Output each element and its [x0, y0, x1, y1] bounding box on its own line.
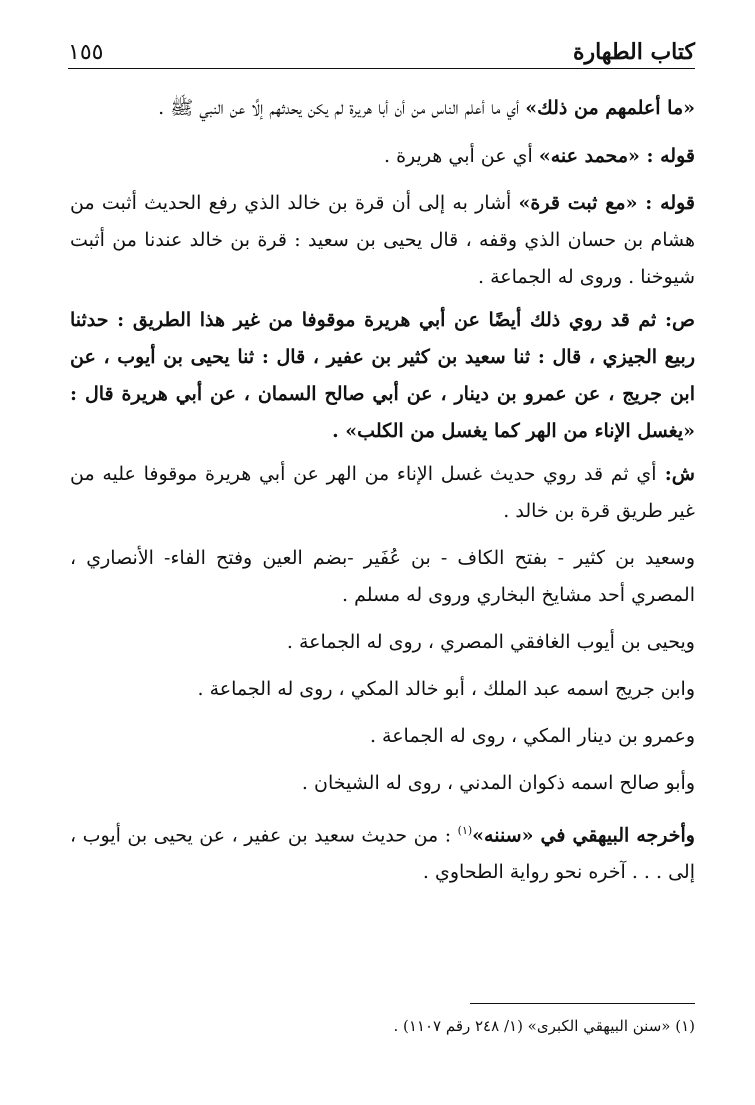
paragraph-ibn-jurayj: وابن جريج اسمه عبد الملك ، أبو خالد المكي ، روى له الجماعة . [197, 678, 695, 700]
paragraph-text: أي ما أعلم الناس من أن أبا هريرة لم يكن يحدثهم إلَّا عن النبي ﷺ . [158, 97, 526, 119]
label: وأخرجه البيهقي في «سننه» [472, 824, 695, 847]
page-header [68, 34, 695, 69]
paragraph-text: : من حديث سعيد بن عفير ، عن يحيى بن أيوب ، إلى . . . آخره نحو رواية الطحاوي . [70, 824, 695, 884]
paragraph-abu-salih: وأبو صالح اسمه ذكوان المدني ، روى له الشيخان . [301, 772, 695, 794]
label: ص: [656, 309, 695, 331]
label: قوله : [639, 145, 695, 167]
label: ش: [656, 463, 695, 485]
footnote: (١) «سنن البيهقي الكبرى» (١/ ٢٤٨ رقم ١١٠٧) . [393, 1017, 695, 1035]
paragraph-qawl-qurra [70, 185, 695, 296]
footnote-divider [470, 1003, 695, 1004]
paragraph-saeed: وسعيد بن كثير - بفتح الكاف - بن عُفَير -بضم العين وفتح الفاء- الأنصاري ، المصري أحد مشايخ البخاري وروى له مسلم . [70, 547, 695, 606]
lemma: «مع ثبت قرة» [518, 192, 638, 214]
lemma: «ما أعلمهم من ذلك» [525, 97, 695, 119]
paragraph-sharh [70, 456, 695, 530]
page-number: ١٥٥ [68, 40, 104, 65]
lemma: «محمد عنه» [538, 145, 640, 167]
paragraph-text: أي ثم قد روي حديث غسل الإناء من الهر عن أبي هريرة موقوفا عليه من غير طريق قرة بن خالد . [70, 463, 695, 522]
label: قوله : [637, 192, 696, 214]
book-title: كتاب الطهارة [572, 39, 695, 65]
page-body [70, 90, 695, 891]
paragraph-qawl-muhammad [70, 138, 695, 175]
footnote-ref[interactable]: (١) [457, 824, 473, 837]
paragraph-amr: وعمرو بن دينار المكي ، روى له الجماعة . [369, 725, 695, 747]
paragraph-text: أشار به إلى أن قرة بن خالد الذي رفع الحديث أثبت من هشام بن حسان الذي وقفه ، قال يحيى بن سعيد : قرة بن خالد عندنا من أثبت شيوخنا . وروى له الجماعة . [70, 192, 695, 288]
paragraph-baihaqi [70, 812, 695, 891]
paragraph-sad [70, 302, 695, 450]
paragraph-yahya: ويحيى بن أيوب الغافقي المصري ، روى له الجماعة . [286, 631, 695, 653]
paragraph-text: ثم قد روي ذلك أيضًا عن أبي هريرة موقوفا من غير هذا الطريق : حدثنا ربيع الجيزي ، قال : ثنا سعيد بن كثير بن عفير ، قال : ثنا يحيى بن أيوب ، عن ابن جريج ، عن عمرو بن دينار ، عن أبي صالح السمان ، عن أبي هريرة قال : «يغسل الإناء من الهر كما يغسل من الكلب» . [70, 309, 695, 442]
paragraph-text: أي عن أبي هريرة . [384, 145, 539, 167]
paragraph-ma-alamahum [70, 90, 695, 127]
